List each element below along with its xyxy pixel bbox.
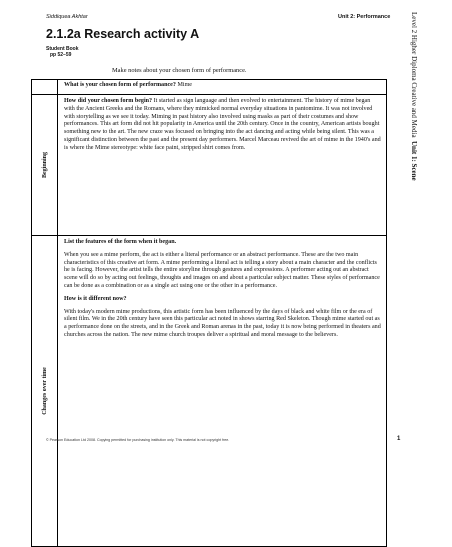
row-label-empty [32,80,58,94]
instruction-text: Make notes about your chosen form of performance. [112,67,247,74]
student-book-label: Student Book [46,46,79,52]
features-heading: List the features of the form when it began. [64,239,177,245]
changes-label: Changes over time [41,367,48,415]
author-name: Siddiquea Akhtar [46,14,88,20]
page-number: 1 [397,436,401,442]
student-book-pages: pp 52–59 [50,52,72,58]
beginning-cell [58,95,386,235]
row-label-beginning [32,95,58,235]
chosen-form-answer: Mime [175,82,193,88]
side-title-text: Level 2 Higher Diploma Creative and Media [410,12,418,138]
beginning-label: Beginning [41,151,48,179]
difference-heading: How is it different now? [64,295,127,302]
beginning-answer: It started as sign language and then evolved to entertainment. The history of mime began with the Ancient Greeks and the Romans, where they mimicked normal everyday situations in pantomime. It was not involved with storytelling as we see it today. Miming in past history also involved using masks as part of their costumes and show performances. This art form did not hit popularity in America until the 20th century. Once in the country, American artists bought something new to the art. The new craze was focused on bringing into the act dancing and acting while being silent. This was a significant distinction between the past and the present day performers. Marcel Marceau revived the art of mime in the 1940's and is where the Mime stereotype: white face paint, stripped shirt comes from. [64,98,381,151]
unit-label: Unit 2: Performance [338,14,391,20]
student-book-ref [46,46,79,58]
chosen-form-question: What is your chosen form of performance? [64,82,176,88]
table-row-chosen-form [32,80,386,94]
side-title-unit: Unit 1: Scene [410,140,418,181]
features-answer: When you see a mime perform, the act is either a literal performance or an abstract performance. These are the two main characteristics of this creative art form. A mime performing a literal act is telling a story about a main character and the conflicts he is facing. However, the artist tells the entire storyline through gestures and expressions. A performer acting out an abstract scene will do so by acting out feelings, thoughts and images on and about a particular subject matter. These styles of performance can be done as a combination or as a single act using one or the other in a performance. [64,251,380,289]
side-running-title [400,12,434,252]
copyright-footer: © Pearson Education Ltd 2008. Copying permitted for purchasing institution only. This material is not copyright free. [46,438,230,442]
research-table [31,79,387,547]
row-label-changes [32,236,58,546]
changes-cell [58,236,386,546]
beginning-question: How did your chosen form begin? [64,98,153,104]
difference-answer: With today's modern mime productions, this artistic form has been influenced by the days of black and white film or the era of silent film. We in the 20th century have seen this particular act noted in shows starring Red Skeleton. Though mime started out as a performance done on the streets, and in the Greek and Roman arenas in the past, today it is now being performed in theaters and churches across the nation. The new mime church troupes deliver a spiritual and moral message to the believers. [64,308,381,338]
table-row-changes [32,235,386,546]
chosen-form-cell [58,80,386,94]
page-title: 2.1.2a Research activity A [46,27,200,41]
table-row-beginning [32,94,386,235]
